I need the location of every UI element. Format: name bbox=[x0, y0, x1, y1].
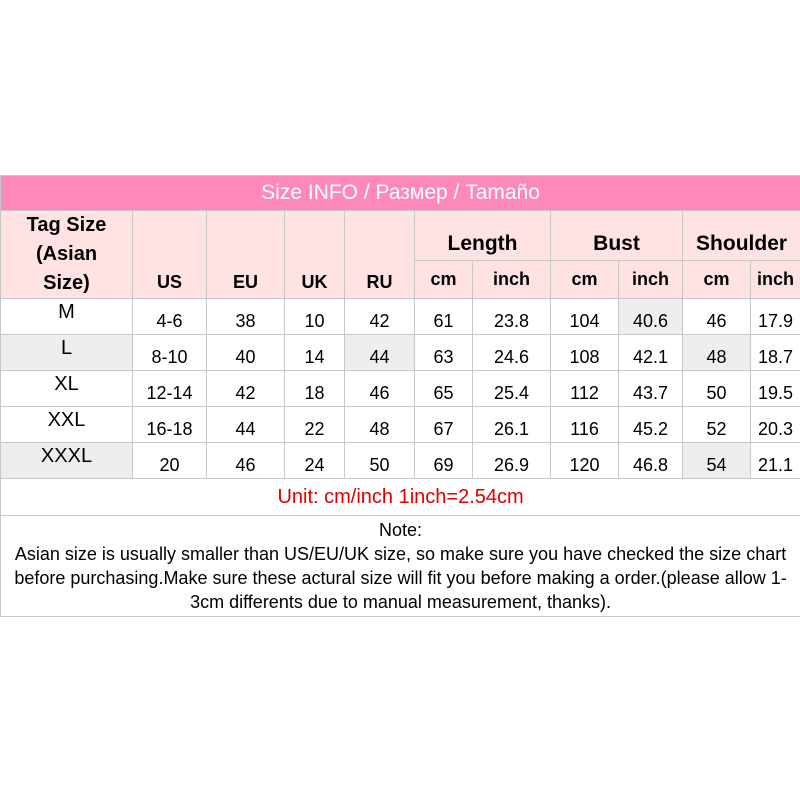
ru-cell: 48 bbox=[345, 407, 415, 443]
size-cell: XXL bbox=[1, 407, 133, 443]
bust-header: Bust bbox=[551, 211, 683, 261]
size-cell: L bbox=[1, 335, 133, 371]
shoulder-header: Shoulder bbox=[683, 211, 800, 261]
bust-inch-header: inch bbox=[619, 261, 683, 299]
shoulder-inch-cell: 20.3 bbox=[751, 407, 800, 443]
bust-inch-cell: 43.7 bbox=[619, 371, 683, 407]
us-cell: 8-10 bbox=[133, 335, 207, 371]
uk-cell: 24 bbox=[285, 443, 345, 479]
bust-cm-cell: 104 bbox=[551, 299, 619, 335]
shoulder-inch-header: inch bbox=[751, 261, 800, 299]
eu-cell: 40 bbox=[207, 335, 285, 371]
shoulder-inch-cell: 21.1 bbox=[751, 443, 800, 479]
bust-cm-header: cm bbox=[551, 261, 619, 299]
length-cm-cell: 65 bbox=[415, 371, 473, 407]
uk-header: UK bbox=[285, 211, 345, 299]
bust-inch-cell: 42.1 bbox=[619, 335, 683, 371]
us-header: US bbox=[133, 211, 207, 299]
bust-inch-cell: 46.8 bbox=[619, 443, 683, 479]
table-row bbox=[1, 335, 800, 371]
eu-cell: 38 bbox=[207, 299, 285, 335]
eu-cell: 46 bbox=[207, 443, 285, 479]
table-row bbox=[1, 443, 800, 479]
shoulder-cm-cell: 48 bbox=[683, 335, 751, 371]
length-cm-cell: 67 bbox=[415, 407, 473, 443]
length-header: Length bbox=[415, 211, 551, 261]
uk-cell: 22 bbox=[285, 407, 345, 443]
length-inch-cell: 26.9 bbox=[473, 443, 551, 479]
shoulder-inch-cell: 19.5 bbox=[751, 371, 800, 407]
length-inch-cell: 24.6 bbox=[473, 335, 551, 371]
us-cell: 20 bbox=[133, 443, 207, 479]
size-cell: M bbox=[1, 299, 133, 335]
bust-cm-cell: 108 bbox=[551, 335, 619, 371]
length-inch-header: inch bbox=[473, 261, 551, 299]
bust-cm-cell: 112 bbox=[551, 371, 619, 407]
table-row bbox=[1, 299, 800, 335]
shoulder-cm-cell: 46 bbox=[683, 299, 751, 335]
length-inch-cell: 23.8 bbox=[473, 299, 551, 335]
ru-cell: 46 bbox=[345, 371, 415, 407]
ru-cell: 50 bbox=[345, 443, 415, 479]
shoulder-inch-cell: 17.9 bbox=[751, 299, 800, 335]
eu-cell: 44 bbox=[207, 407, 285, 443]
ru-cell: 44 bbox=[345, 335, 415, 371]
uk-cell: 18 bbox=[285, 371, 345, 407]
size-chart bbox=[0, 175, 800, 617]
shoulder-cm-cell: 52 bbox=[683, 407, 751, 443]
eu-cell: 42 bbox=[207, 371, 285, 407]
ru-header: RU bbox=[345, 211, 415, 299]
shoulder-cm-cell: 50 bbox=[683, 371, 751, 407]
length-inch-cell: 25.4 bbox=[473, 371, 551, 407]
size-table bbox=[0, 175, 800, 617]
length-inch-cell: 26.1 bbox=[473, 407, 551, 443]
tag-size-line-1: Tag Size bbox=[26, 214, 107, 236]
uk-cell: 10 bbox=[285, 299, 345, 335]
header-row-top bbox=[1, 211, 800, 261]
note-text: Asian size is usually smaller than US/EU/UK size, so make sure you have checked the size chart before purchasing.Make sure these actural size will fit you before making a order.(please allow 1-3cm differents due to manual measurement, thanks). bbox=[14, 544, 787, 612]
table-row bbox=[1, 407, 800, 443]
bust-cm-cell: 120 bbox=[551, 443, 619, 479]
note-cell bbox=[1, 516, 800, 617]
length-cm-header: cm bbox=[415, 261, 473, 299]
unit-row bbox=[1, 479, 800, 516]
tag-size-header bbox=[1, 211, 133, 299]
shoulder-inch-cell: 18.7 bbox=[751, 335, 800, 371]
unit-note: Unit: cm/inch 1inch=2.54cm bbox=[1, 479, 800, 516]
us-cell: 16-18 bbox=[133, 407, 207, 443]
length-cm-cell: 61 bbox=[415, 299, 473, 335]
table-row bbox=[1, 371, 800, 407]
title-row bbox=[1, 176, 800, 211]
bust-inch-cell: 45.2 bbox=[619, 407, 683, 443]
us-cell: 4-6 bbox=[133, 299, 207, 335]
bust-inch-cell: 40.6 bbox=[619, 299, 683, 335]
tag-size-line-2: (Asian bbox=[35, 243, 98, 265]
chart-title: Size INFO / Размер / Tamaño bbox=[1, 176, 800, 211]
note-heading: Note: bbox=[379, 520, 423, 540]
uk-cell: 14 bbox=[285, 335, 345, 371]
shoulder-cm-cell: 54 bbox=[683, 443, 751, 479]
bust-cm-cell: 116 bbox=[551, 407, 619, 443]
size-cell: XL bbox=[1, 371, 133, 407]
eu-header: EU bbox=[207, 211, 285, 299]
shoulder-cm-header: cm bbox=[683, 261, 751, 299]
tag-size-line-3: Size) bbox=[43, 272, 90, 294]
note-row bbox=[1, 516, 800, 617]
length-cm-cell: 69 bbox=[415, 443, 473, 479]
length-cm-cell: 63 bbox=[415, 335, 473, 371]
us-cell: 12-14 bbox=[133, 371, 207, 407]
size-cell: XXXL bbox=[1, 443, 133, 479]
ru-cell: 42 bbox=[345, 299, 415, 335]
